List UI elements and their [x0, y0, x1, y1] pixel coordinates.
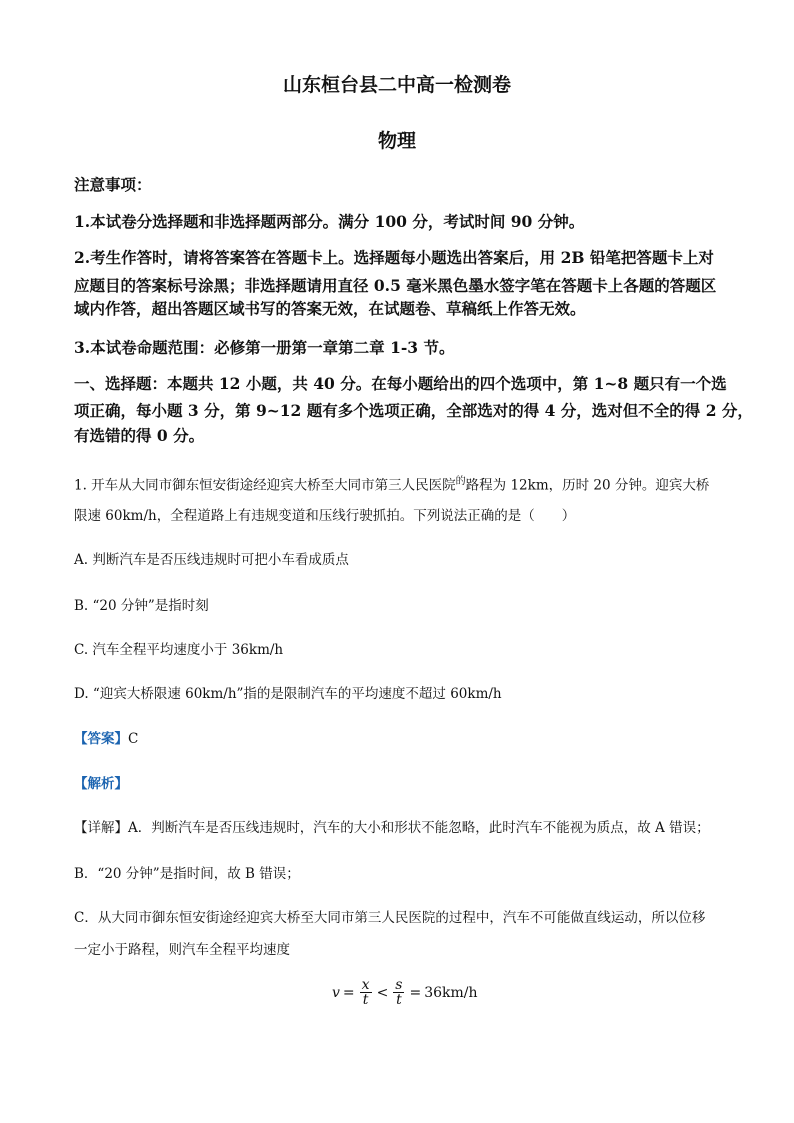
- document-title: 山东桓台县二中高一检测卷: [282, 74, 511, 96]
- detail-label: 【详解】: [74, 820, 128, 836]
- formula-s: s: [395, 977, 403, 993]
- formula-equals-1: =: [342, 984, 355, 1001]
- detail-c-line-1: C．从大同市御东恒安街途经迎宾大桥至大同市第三人民医院的过程中，汽车不可能做直线运动，所以位移: [74, 910, 706, 926]
- section-heading-line-1: 一、选择题：本题共 12 小题，共 40 分。在每小题给出的四个选项中，第 1~8 题只有一个选: [74, 374, 727, 393]
- question-1-stem-a: 1. 开车从大同市御东恒安街途经迎宾大桥至大同市第三人民医院: [74, 477, 456, 494]
- option-a: A. 判断汽车是否压线违规时可把小车看成质点: [74, 552, 349, 568]
- answer-line: [74, 729, 138, 749]
- formula-t-2: t: [396, 992, 402, 1008]
- formula-result: 36km/h: [424, 984, 478, 1001]
- notice-item-3: 3.本试卷命题范围：必修第一册第一章第二章 1-3 节。: [74, 338, 455, 357]
- detail-b: B．“20 分钟”是指时间，故 B 错误；: [74, 866, 300, 882]
- question-1-stem-line-2: 限速 60km/h，全程道路上有违规变道和压线行驶抓拍。下列说法正确的是（ ）: [74, 508, 576, 524]
- detail-a: A．判断汽车是否压线违规时，汽车的大小和形状不能忽略，此时汽车不能视为质点，故 A 错误；: [128, 820, 710, 836]
- average-speed-formula: [332, 978, 478, 1007]
- detail-a-line: [74, 818, 710, 838]
- notice-item-1: 1.本试卷分选择题和非选择题两部分。满分 100 分，考试时间 90 分钟。: [74, 212, 585, 231]
- formula-less-than: <: [376, 984, 389, 1001]
- notice-heading: 注意事项：: [74, 175, 152, 194]
- formula-v: v: [332, 984, 340, 1001]
- question-1-stem-sup: 的: [455, 476, 466, 487]
- question-1-stem-b: 路程为 12km，历时 20 分钟。迎宾大桥: [465, 477, 710, 494]
- section-heading-line-3: 有选错的得 0 分。: [74, 426, 205, 445]
- subject-title: 物理: [377, 130, 416, 152]
- answer-value: C: [128, 731, 139, 747]
- formula-equals-2: =: [409, 984, 422, 1001]
- formula-fraction-x-over-t: [360, 978, 372, 1007]
- option-b: B. “20 分钟”是指时刻: [74, 598, 209, 614]
- option-d: D. “迎宾大桥限速 60km/h”指的是限制汽车的平均速度不超过 60km/h: [74, 686, 502, 702]
- formula-t-1: t: [362, 992, 369, 1008]
- section-heading-line-2: 项正确，每小题 3 分，第 9~12 题有多个选项正确，全部选对的得 4 分，选对但不全的得 2 分，: [74, 401, 753, 420]
- answer-label: 【答案】: [74, 731, 128, 747]
- detail-c-line-2: 一定小于路程，则汽车全程平均速度: [74, 942, 290, 958]
- notice-item-2-line-3: 域内作答，超出答题区域书写的答案无效，在试题卷、草稿纸上作答无效。: [74, 299, 586, 318]
- analysis-label-text: 【解析】: [74, 776, 128, 792]
- formula-fraction-s-over-t: [393, 978, 404, 1007]
- analysis-label: [74, 774, 128, 794]
- notice-item-2-line-2: 应题目的答案标号涂黑；非选择题请用直径 0.5 毫米黑色墨水签字笔在答题卡上各题的答题区: [74, 276, 717, 295]
- option-c: C. 汽车全程平均速度小于 36km/h: [74, 642, 284, 658]
- question-1-stem-line-1: [74, 472, 709, 496]
- formula-x: x: [361, 977, 370, 993]
- notice-item-2-line-1: 2.考生作答时，请将答案答在答题卡上。选择题每小题选出答案后，用 2B 铅笔把答题卡上对: [74, 248, 714, 267]
